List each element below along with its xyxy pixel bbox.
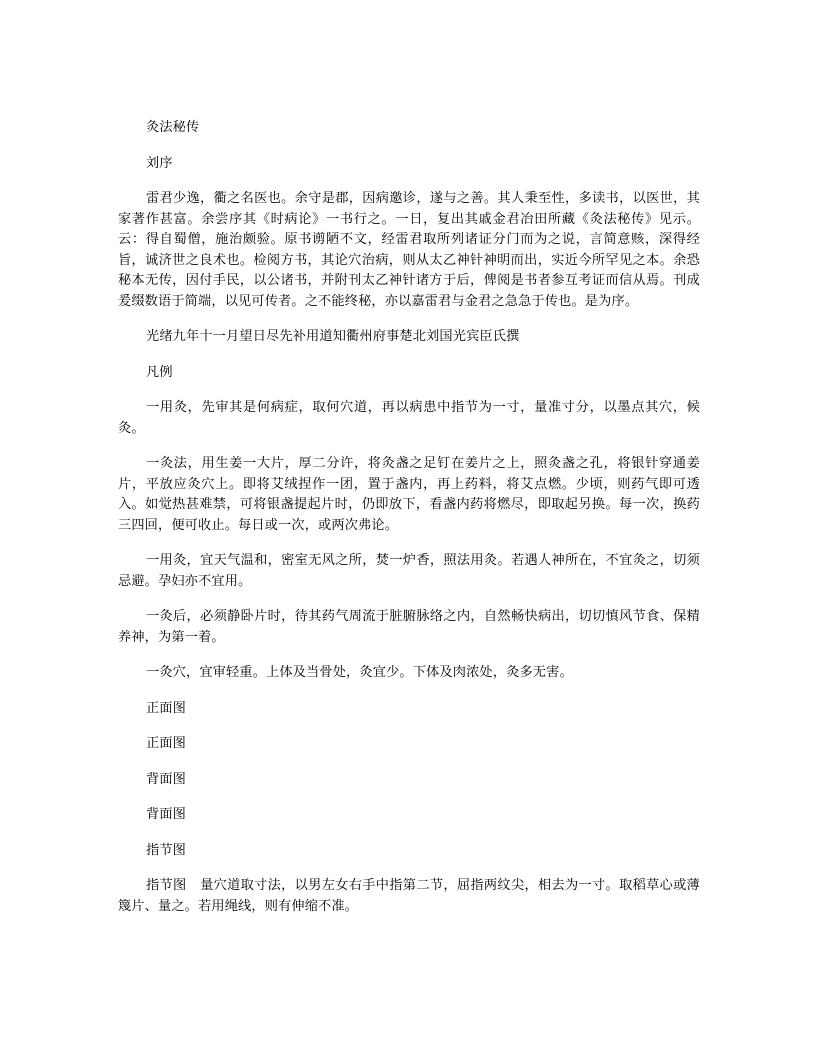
figure-caption: 正面图 (146, 700, 187, 716)
rule-paragraph: 一灸穴，宜审轻重。上体及当骨处，灸宜少。下体及肉浓处，灸多无害。 (146, 665, 573, 680)
figure-caption: 背面图 (146, 807, 187, 822)
rule-paragraph: 一灸法，用生姜一大片，厚二分许，将灸盏之足钉在姜片之上，照灸盏之孔，将银针穿通姜片，平放应灸穴上。即将艾绒捏作一团，置于盏内，再上药料，将艾点燃。少顷，则药气即可透入。如觉热甚难禁，可将银盏提起片时，仍即放下，看盏内药将燃尽，即取起另换。每一次，换药三四回，便可收止。每日或一次，或两次弗论。 (118, 456, 700, 533)
finger-measure-paragraph: 指节图 量穴道取寸法，以男左女右手中指第二节，屈指两纹尖，相去为一寸。取稻草心或薄篾片、量之。若用绳线，则有伸缩不准。 (118, 878, 700, 914)
figure-caption: 指节图 (146, 842, 187, 858)
preface-heading: 刘序 (146, 155, 173, 171)
figure-caption: 背面图 (146, 771, 187, 787)
rules-heading: 凡例 (146, 364, 173, 380)
document-title: 灸法秘传 (146, 120, 200, 135)
preface-signature: 光绪九年十一月望日尽先补用道知衢州府事楚北刘国光宾臣氏撰 (146, 329, 520, 344)
preface-paragraph: 雷君少逸，衢之名医也。余守是郡，因病邀诊，遂与之善。其人秉至性，多读书，以医世，其家著作甚富。余尝序其《时病论》一书行之。一日，复出其戚金君冶田所藏《灸法秘传》见示。云：得自蜀僧，施治颇验。原书谫陋不文，经雷君取所列诸证分门而为之说，言简意赅，深得经旨，诚济世之良术也。检阅方书，其论穴治病，则从太乙神针神明而出，实近今所罕见之本。余恐秘本无传，因付手民，以公诸书，并附刊太乙神针诸方于后，俾阅是书者参互考证而信从焉。刊成爰缀数语于简端，以见可传者。之不能终秘，亦以嘉雷君与金君之急急于传也。是为序。 (118, 191, 700, 309)
rule-paragraph: 一灸后，必须静卧片时，待其药气周流于脏腑脉络之内，自然畅快病出，切切慎风节食、保精养神，为第一着。 (118, 609, 700, 645)
rule-paragraph: 一用灸，宜天气温和，密室无风之所，焚一炉香，照法用灸。若遇人神所在，不宜灸之，切须忌避。孕妇亦不宜用。 (118, 553, 700, 589)
rule-paragraph: 一用灸，先审其是何病症，取何穴道，再以病患中指节为一寸，量准寸分，以墨点其穴，候灸。 (118, 400, 700, 436)
figure-caption: 正面图 (146, 736, 187, 751)
document-page (118, 118, 700, 932)
